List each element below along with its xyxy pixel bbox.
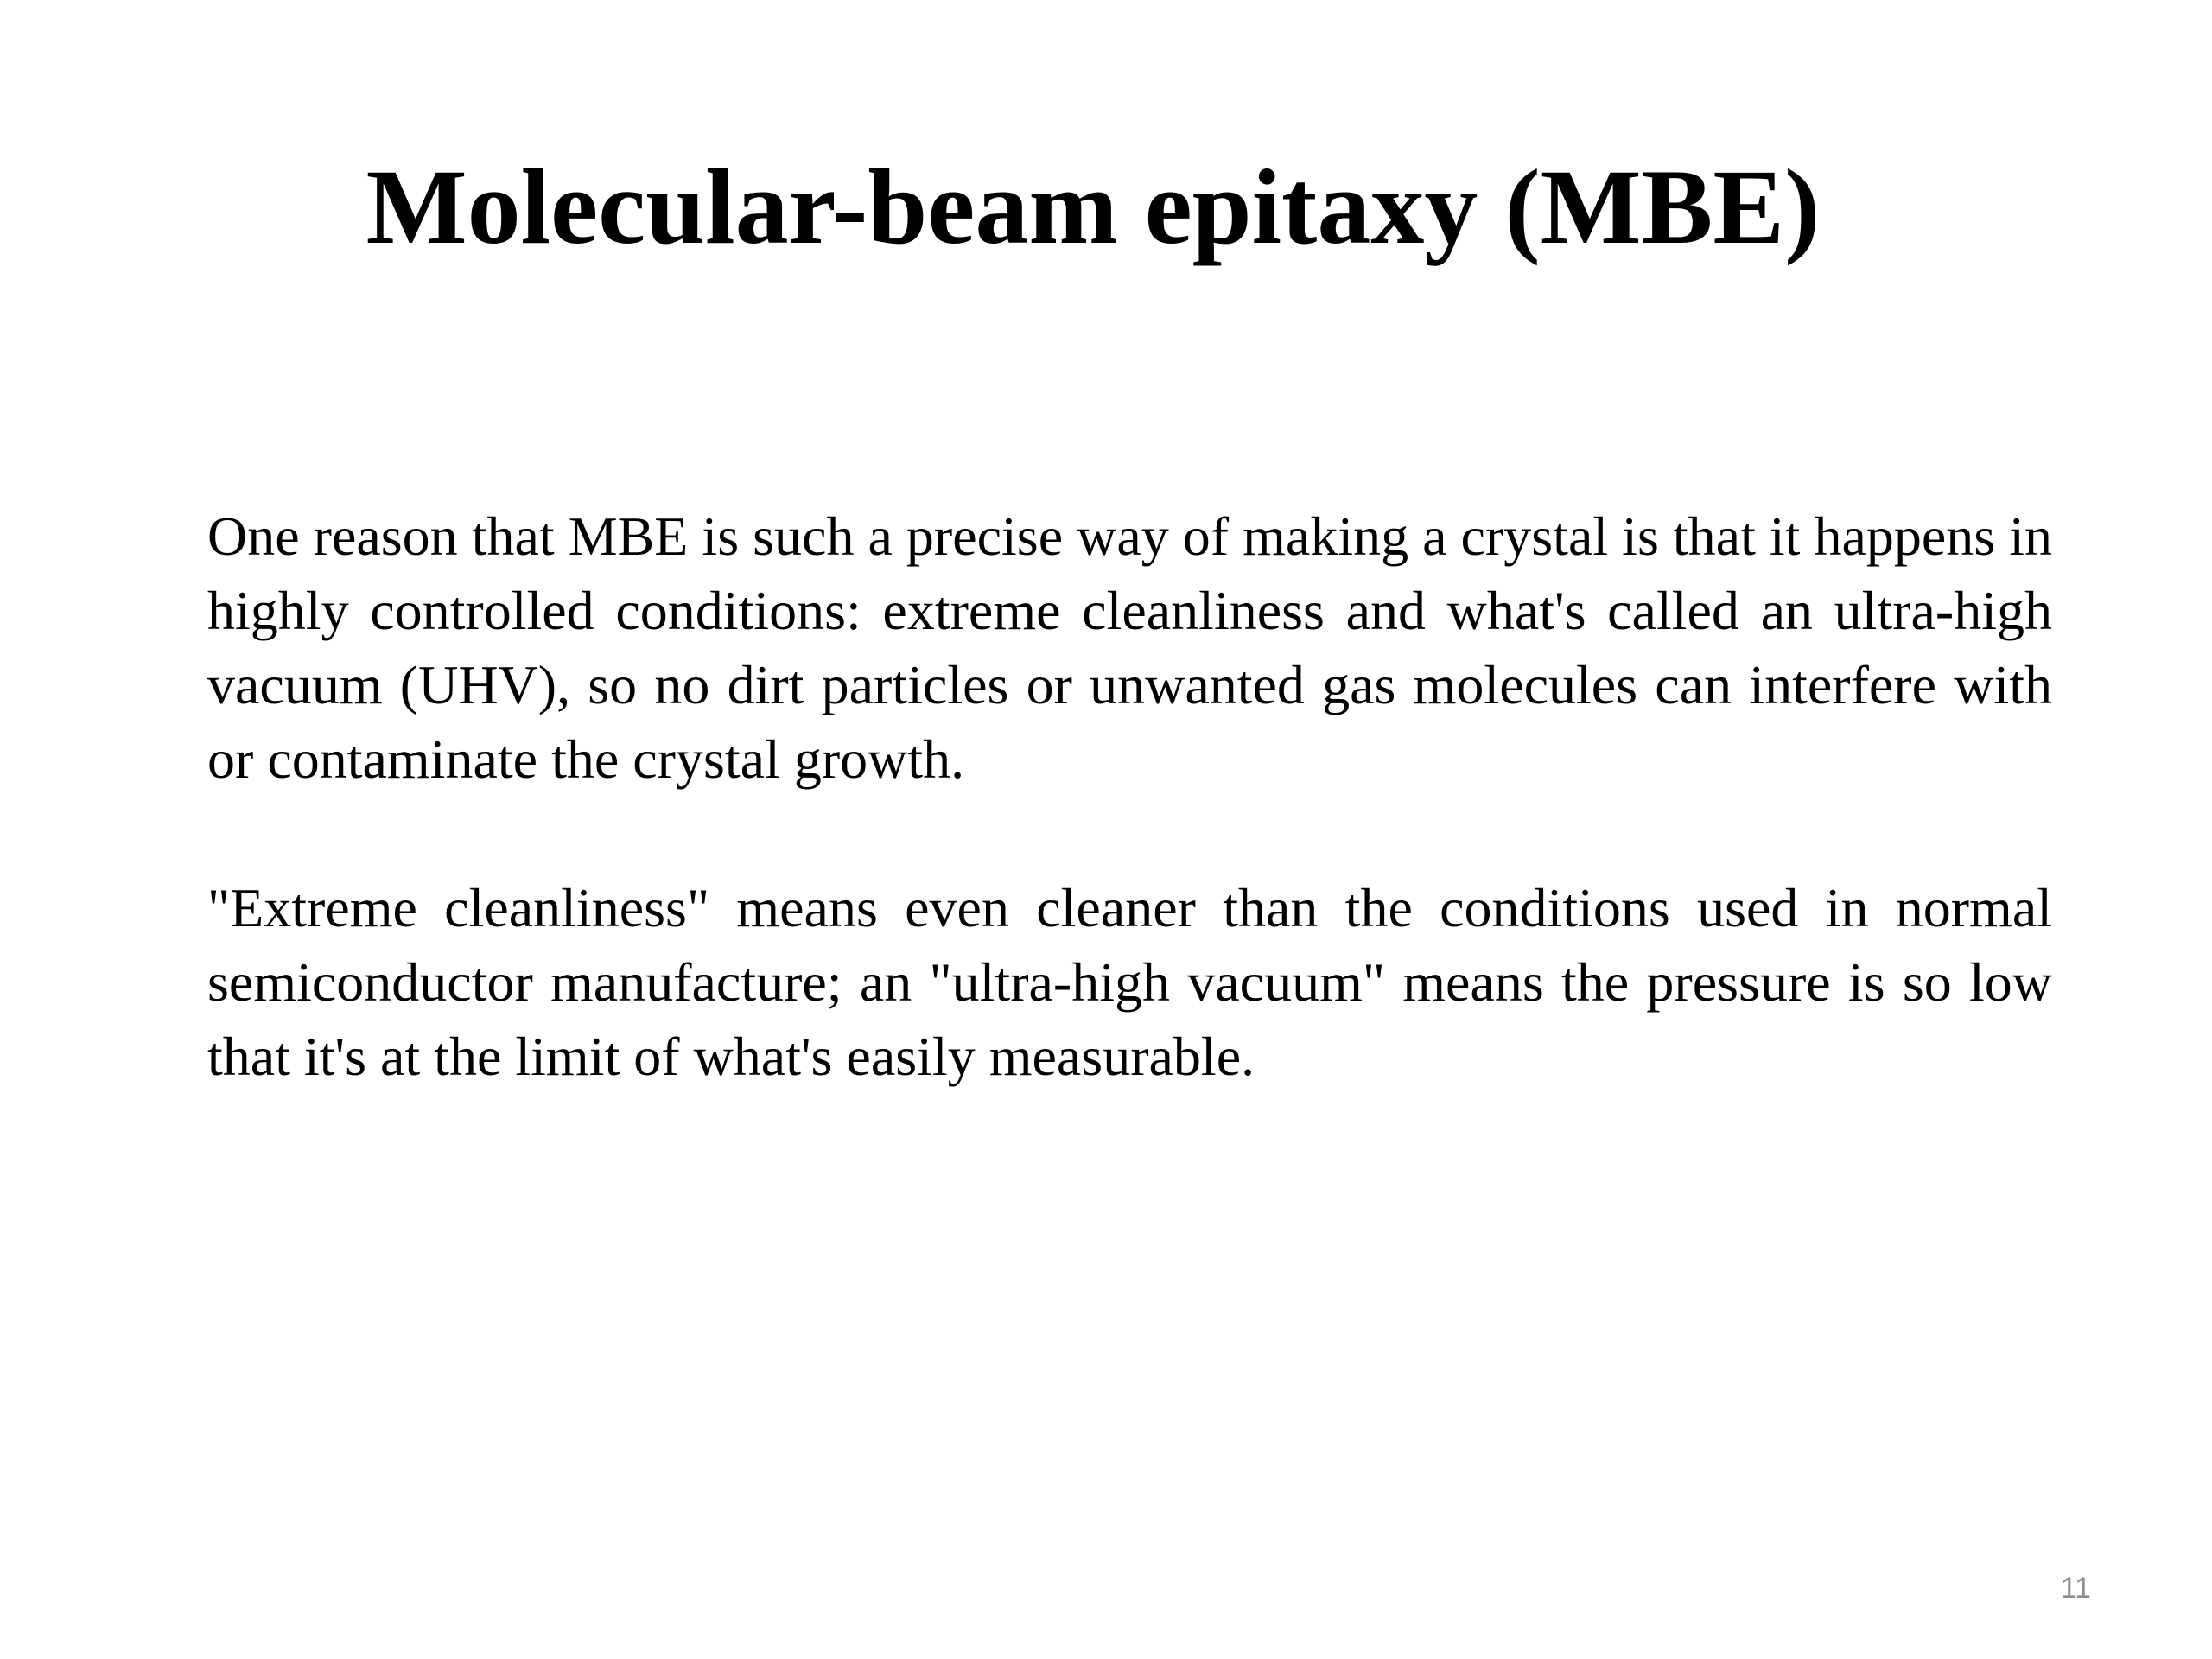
page-number: 11 [2060,1572,2091,1605]
slide-body [207,499,2052,1094]
slide-title: Molecular-beam epitaxy (MBE) [365,148,1821,266]
body-paragraph: "Extreme cleanliness" means even cleaner than the conditions used in normal semiconductor manufacture; an "ultra-high vacuum" means the pressure is so low that it's at the limit of what's easily measurable. [207,877,2052,1087]
body-paragraph: One reason that MBE is such a precise way of making a crystal is that it happens in highly controlled conditions: extreme cleanliness and what's called an ultra-high vacuum (UHV), so no dirt particles or unwanted gas molecules can interfere with or contaminate the crystal growth. [207,505,2052,790]
